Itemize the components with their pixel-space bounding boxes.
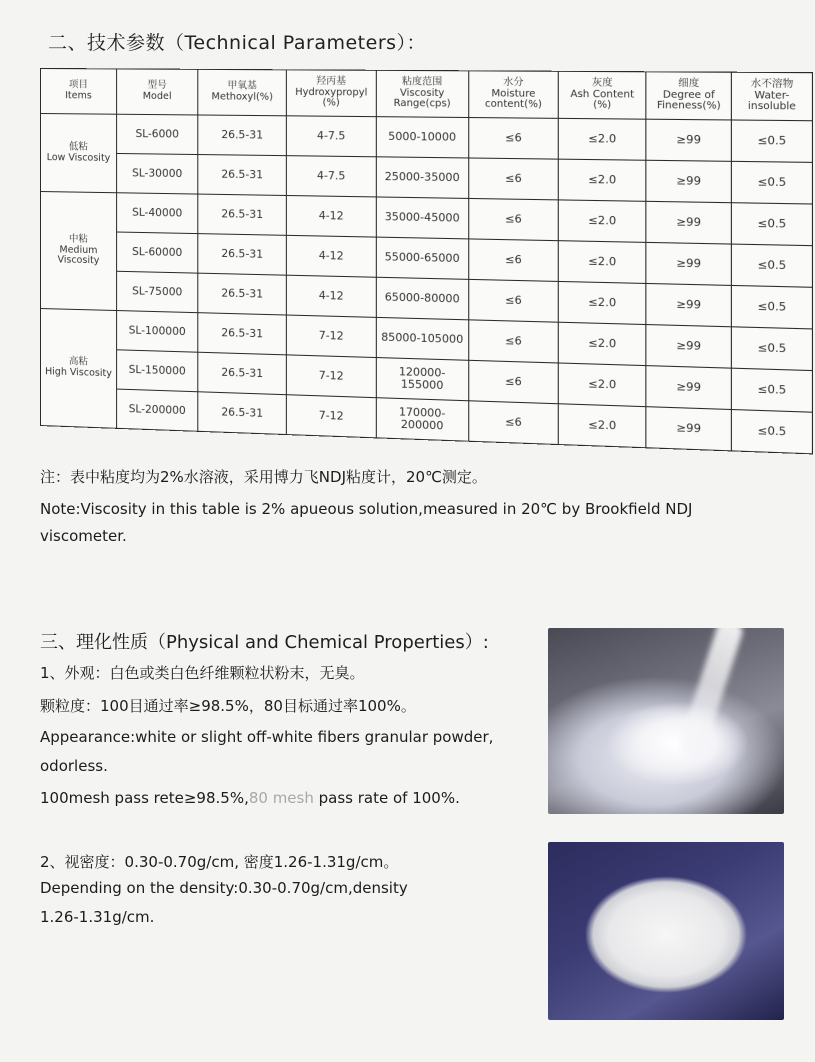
cell-water-insoluble: ≤0.5 — [732, 285, 813, 329]
cell-water-insoluble: ≤0.5 — [732, 203, 813, 246]
cell-fineness: ≥99 — [646, 325, 732, 369]
density-english-line1: Depending on the density:0.30-0.70g/cm,density — [40, 879, 408, 897]
appearance-english-line2: odorless. — [40, 757, 108, 775]
cell-model: SL-60000 — [117, 232, 198, 273]
cell-model: SL-150000 — [117, 350, 198, 392]
cell-methoxyl: 26.5-31 — [198, 115, 287, 156]
cell-moisture: ≤6 — [469, 118, 559, 160]
table-header-row — [40, 69, 812, 121]
technical-parameters-table — [40, 68, 813, 454]
cell-viscosity: 65000-80000 — [376, 277, 469, 320]
cell-methoxyl: 26.5-31 — [198, 313, 287, 355]
cell-hydroxypropyl: 4-12 — [287, 195, 376, 237]
header-model: 型号 Model — [117, 69, 198, 115]
cell-fineness: ≥99 — [646, 201, 732, 244]
header-viscosity: 粘度范围 Viscosity Range(cps) — [376, 70, 469, 117]
technical-parameters-title: 二、技术参数（Technical Parameters）： — [48, 32, 427, 54]
cell-ash: ≤2.0 — [559, 404, 647, 448]
cell-moisture: ≤6 — [469, 239, 559, 282]
cell-viscosity: 85000-105000 — [376, 317, 469, 360]
cell-fineness: ≥99 — [646, 119, 732, 161]
header-items: 项目 Items — [40, 69, 116, 115]
cell-ash: ≤2.0 — [559, 159, 647, 201]
cell-fineness: ≥99 — [646, 160, 732, 202]
cell-water-insoluble: ≤0.5 — [732, 161, 813, 204]
cell-ash: ≤2.0 — [559, 281, 647, 324]
group-medium-viscosity: 中粘 Medium Viscosity — [40, 192, 116, 311]
appearance-chinese: 1、外观：白色或类白色纤维颗粒状粉末，无臭。 — [40, 664, 365, 682]
cell-hydroxypropyl: 4-7.5 — [287, 156, 376, 197]
viscosity-note-english: Note:Viscosity in this table is 2% apueous solution,measured in 20℃ by Brookfield NDJ viscometer. — [40, 500, 693, 545]
cell-hydroxypropyl: 4-12 — [287, 275, 376, 317]
header-ash: 灰度 Ash Content (%) — [559, 71, 647, 119]
header-methoxyl: 甲氧基 Methoxyl(%) — [198, 69, 287, 115]
cell-hydroxypropyl: 4-12 — [287, 235, 376, 277]
cell-model: SL-40000 — [117, 193, 198, 234]
density-english-line2: 1.26-1.31g/cm. — [40, 908, 155, 926]
cell-methoxyl: 26.5-31 — [198, 234, 287, 276]
powder-pouring-photo — [548, 628, 784, 814]
cell-viscosity: 170000-200000 — [376, 398, 469, 442]
cell-methoxyl: 26.5-31 — [198, 194, 287, 235]
cell-fineness: ≥99 — [646, 283, 732, 326]
header-water-insoluble: 水不溶物 Water-insoluble — [732, 72, 813, 120]
cell-hydroxypropyl: 4-7.5 — [287, 116, 376, 157]
cell-model: SL-30000 — [117, 153, 198, 194]
cell-moisture: ≤6 — [469, 360, 559, 403]
cell-model: SL-6000 — [117, 114, 198, 154]
cell-ash: ≤2.0 — [559, 241, 647, 284]
cell-moisture: ≤6 — [469, 401, 559, 445]
cell-hydroxypropyl: 7-12 — [287, 355, 376, 398]
cell-methoxyl: 26.5-31 — [198, 352, 287, 394]
cell-methoxyl: 26.5-31 — [198, 392, 287, 435]
header-moisture: 水分 Moisture content(%) — [469, 71, 559, 119]
cell-moisture: ≤6 — [469, 158, 559, 200]
cell-fineness: ≥99 — [646, 242, 732, 285]
cell-viscosity: 5000-10000 — [376, 117, 469, 158]
header-fineness: 细度 Degree of Fineness(%) — [646, 72, 732, 120]
cell-water-insoluble: ≤0.5 — [732, 410, 813, 454]
cell-viscosity: 25000-35000 — [376, 157, 469, 199]
cell-ash: ≤2.0 — [559, 363, 647, 407]
cell-methoxyl: 26.5-31 — [198, 155, 287, 196]
cell-moisture: ≤6 — [469, 198, 559, 240]
cell-water-insoluble: ≤0.5 — [732, 244, 813, 287]
cell-viscosity: 55000-65000 — [376, 237, 469, 279]
cell-water-insoluble: ≤0.5 — [732, 327, 813, 371]
parameters-table-container — [40, 68, 796, 440]
cell-ash: ≤2.0 — [559, 118, 647, 160]
cell-methoxyl: 26.5-31 — [198, 273, 287, 315]
cell-model: SL-100000 — [117, 311, 198, 353]
cell-water-insoluble: ≤0.5 — [732, 368, 813, 412]
header-hydroxypropyl: 羟丙基 Hydroxypropyl (%) — [287, 70, 376, 117]
particle-size-chinese: 颗粒度：100目通过率≥98.5%，80目标通过率100%。 — [40, 697, 416, 715]
cell-moisture: ≤6 — [469, 279, 559, 322]
density-chinese: 2、视密度：0.30-0.70g/cm, 密度1.26-1.31g/cm。 — [40, 853, 399, 871]
group-high-viscosity: 高粘 High Viscosity — [40, 309, 116, 429]
cell-ash: ≤2.0 — [559, 322, 647, 365]
powder-pile-photo — [548, 842, 784, 1020]
cell-fineness: ≥99 — [646, 407, 732, 451]
cell-fineness: ≥99 — [646, 366, 732, 410]
physical-chemical-properties-title: 三、理化性质（Physical and Chemical Properties）: — [40, 632, 489, 653]
cell-model: SL-75000 — [117, 271, 198, 312]
cell-ash: ≤2.0 — [559, 200, 647, 242]
cell-viscosity: 120000-155000 — [376, 358, 469, 401]
group-low-viscosity: 低粘 Low Viscosity — [40, 114, 116, 193]
cell-model: SL-200000 — [117, 389, 198, 431]
cell-moisture: ≤6 — [469, 320, 559, 363]
cell-hydroxypropyl: 7-12 — [287, 315, 376, 358]
viscosity-note-chinese: 注：表中粘度均为2%水溶液，采用博力飞NDJ粘度计，20℃测定。 — [40, 468, 487, 486]
mesh-pass-rate-english: 100mesh pass rete≥98.5%,80 mesh pass rate of 100%. — [40, 789, 460, 807]
cell-hydroxypropyl: 7-12 — [287, 395, 376, 438]
cell-water-insoluble: ≤0.5 — [732, 120, 813, 162]
cell-viscosity: 35000-45000 — [376, 197, 469, 239]
appearance-english-line1: Appearance:white or slight off-white fibers granular powder, — [40, 728, 494, 746]
